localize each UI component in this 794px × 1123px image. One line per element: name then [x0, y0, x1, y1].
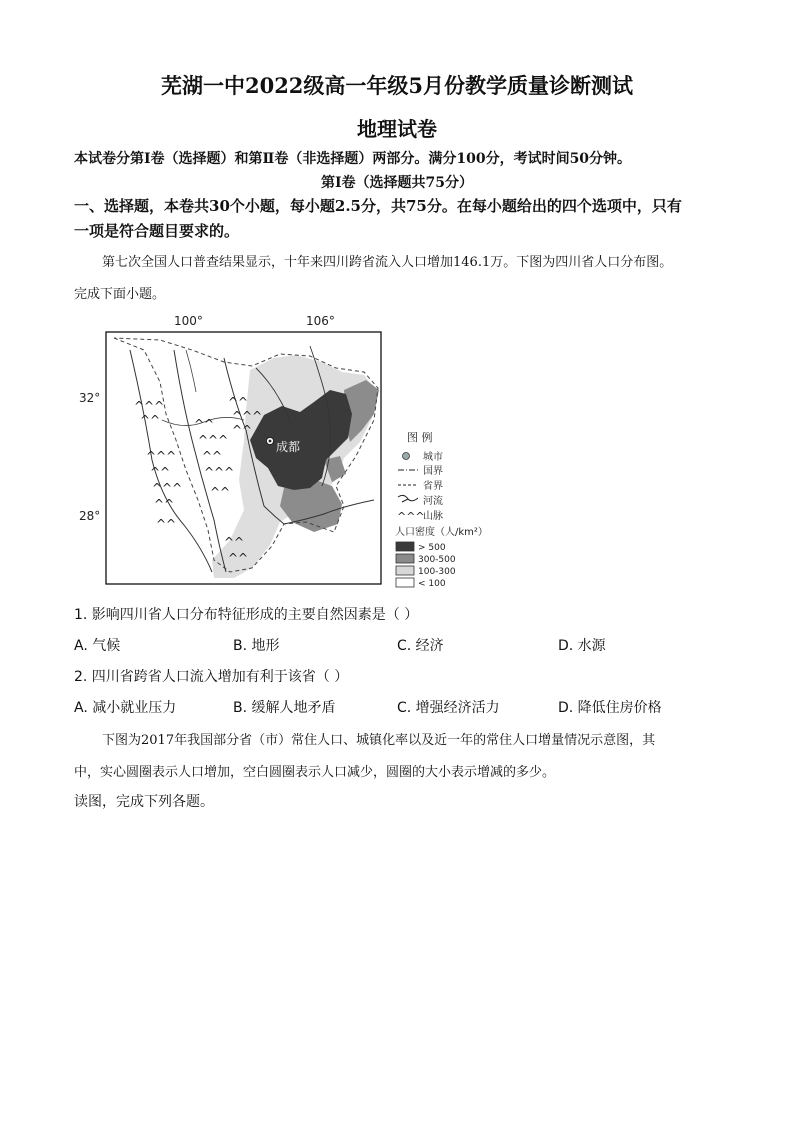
question-1-option-d: D. 水源 — [558, 638, 606, 654]
chengdu-city-dot — [269, 440, 272, 443]
svg-text:^^: ^^ — [232, 423, 253, 437]
density-class-3: 100-300 — [418, 567, 456, 577]
svg-text:^^: ^^ — [228, 551, 249, 565]
density-class-1: > 500 — [418, 543, 446, 553]
density-legend-title: 人口密度（人/km²） — [395, 527, 488, 538]
density-swatch-4 — [396, 578, 414, 587]
density-swatch-2 — [396, 554, 414, 563]
density-swatch-1 — [396, 542, 414, 551]
section1-line2: 一项是符合题目要求的。 — [74, 222, 240, 240]
question-1-option-b: B. 地形 — [233, 638, 280, 654]
svg-text:^^: ^^ — [154, 497, 175, 511]
svg-text:^^^: ^^^ — [232, 409, 263, 423]
legend-mountain-icon: ^^^ — [397, 510, 425, 523]
legend-river-label: 河流 — [423, 496, 443, 507]
legend-province-boundary-label: 省界 — [423, 481, 443, 492]
sichuan-population-map — [74, 310, 494, 595]
legend-city-label: 城市 — [423, 452, 443, 463]
density-class-2: 300-500 — [418, 555, 456, 565]
chengdu-label: 成都 — [276, 440, 301, 454]
question-2-option-b: B. 缓解人地矛盾 — [233, 700, 336, 716]
passage1-line1: 第七次全国人口普查结果显示，十年来四川跨省流入人口增加146.1万。下图为四川省人口分布图。 — [102, 255, 673, 270]
passage2-line3: 读图，完成下列各题。 — [74, 794, 214, 810]
question-1-option-c: C. 经济 — [397, 638, 444, 654]
part1-heading: 第Ⅰ卷（选择题共75分） — [320, 175, 474, 191]
map-legend — [395, 430, 488, 589]
svg-text:^^: ^^ — [210, 485, 231, 499]
passage2-line1: 下图为2017年我国部分省（市）常住人口、城镇化率以及近一年的常住人口增量情况示意图，其 — [102, 733, 656, 748]
lat-label-28: 28° — [79, 509, 101, 523]
svg-text:^^: ^^ — [140, 413, 161, 427]
question-2-option-d: D. 降低住房价格 — [558, 700, 662, 716]
svg-text:^^: ^^ — [150, 465, 171, 479]
density-class-4: < 100 — [418, 579, 446, 589]
legend-title: 图 例 — [407, 431, 433, 444]
question-1-stem: 1. 影响四川省人口分布特征形成的主要自然因素是（ ） — [74, 607, 419, 623]
passage2-line2: 中，实心圆圈表示人口增加，空白圆圈表示人口减少，圆圈的大小表示增减的多少。 — [74, 765, 556, 780]
lat-label-32: 32° — [79, 391, 101, 405]
svg-text:^^: ^^ — [202, 449, 223, 463]
exam-note: 本试卷分第Ⅰ卷（选择题）和第Ⅱ卷（非选择题）两部分。满分100分，考试时间50分钟。 — [74, 151, 632, 167]
exam-title: 芜湖一中2022级高一年级5月份教学质量诊断测试 — [160, 73, 634, 98]
svg-text:^^: ^^ — [228, 395, 249, 409]
question-2-option-c: C. 增强经济活力 — [397, 700, 500, 716]
legend-river-icon — [398, 495, 418, 502]
svg-text:^^: ^^ — [194, 417, 215, 431]
svg-text:^^^: ^^^ — [204, 465, 235, 479]
question-2-option-a: A. 减小就业压力 — [74, 700, 177, 716]
question-2-stem: 2. 四川省跨省人口流入增加有利于该省（ ） — [74, 669, 349, 685]
passage1-line2: 完成下面小题。 — [74, 287, 166, 302]
svg-text:^^: ^^ — [156, 517, 177, 531]
question-1-option-a: A. 气候 — [74, 638, 121, 654]
svg-text:^^^: ^^^ — [146, 449, 177, 463]
density-swatch-3 — [396, 566, 414, 575]
section1-line1: 一、选择题，本卷共30个小题，每小题2.5分，共75分。在每小题给出的四个选项中，只有 — [74, 197, 682, 215]
svg-text:^^: ^^ — [224, 535, 245, 549]
svg-text:^^^: ^^^ — [134, 399, 165, 413]
legend-mountain-label: 山脉 — [423, 511, 443, 522]
svg-text:^^^: ^^^ — [152, 481, 183, 495]
lon-label-100: 100° — [174, 314, 203, 328]
legend-city-icon — [403, 453, 410, 460]
subject-title: 地理试卷 — [357, 117, 437, 141]
legend-border-label: 国界 — [423, 466, 443, 477]
svg-text:^^^: ^^^ — [198, 433, 229, 447]
lon-label-106: 106° — [306, 314, 335, 328]
